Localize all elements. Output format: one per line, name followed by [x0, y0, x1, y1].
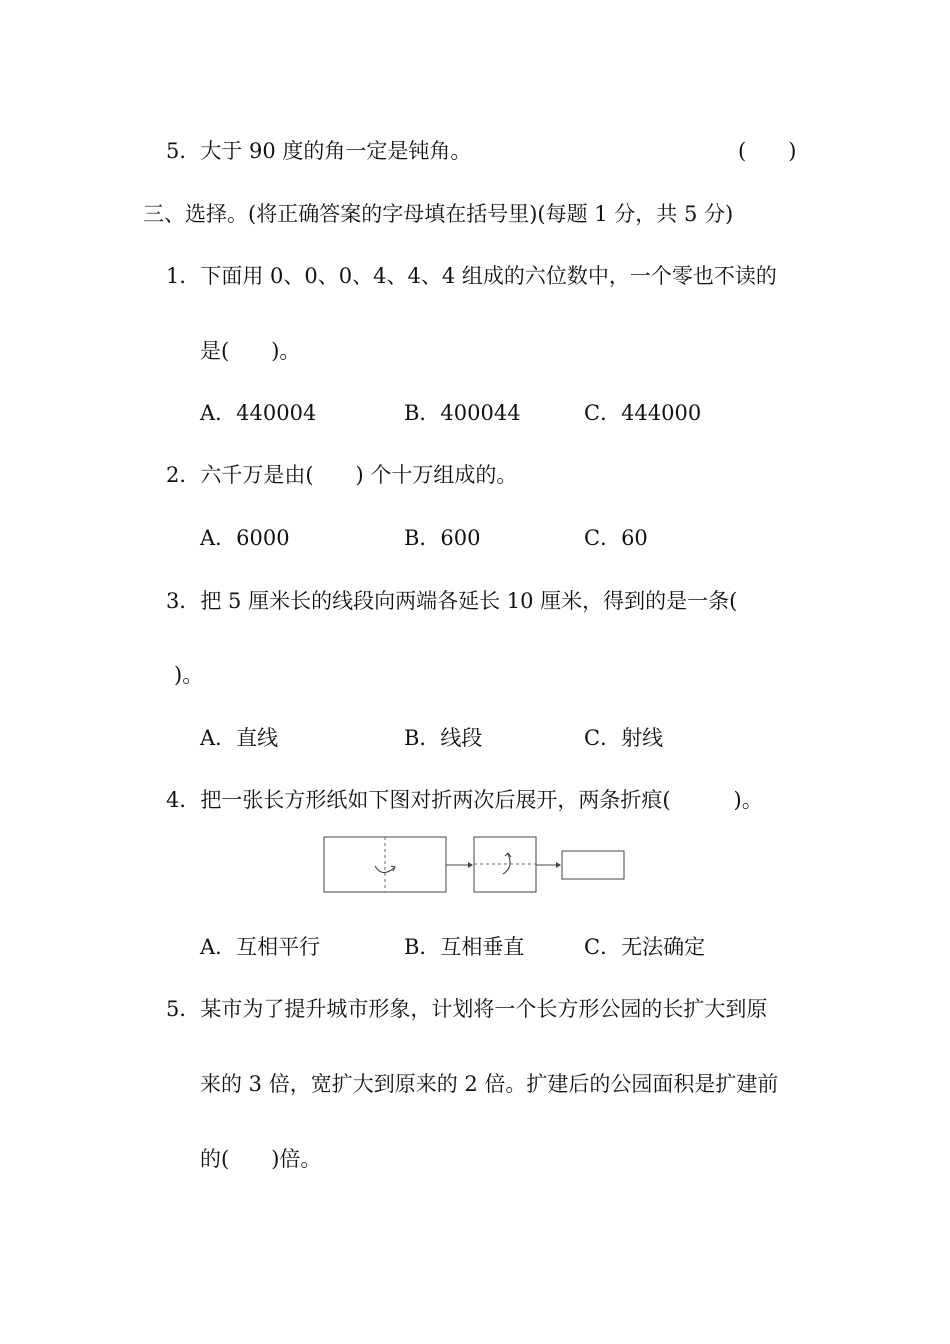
q3-option-b: B．线段	[404, 726, 483, 750]
q3-line-2: )。	[174, 663, 204, 687]
q5-line-1: 5．某市为了提升城市形象，计划将一个长方形公园的长扩大到原	[166, 997, 768, 1021]
q1-option-b: B．400044	[404, 401, 521, 425]
q4-line-1: 4．把一张长方形纸如下图对折两次后展开，两条折痕( )。	[166, 788, 763, 812]
q4-option-a: A．互相平行	[200, 935, 321, 959]
q1-line-1: 1．下面用 0、0、0、4、4、4 组成的六位数中，一个零也不读的	[166, 264, 777, 288]
q4-option-b: B．互相垂直	[404, 935, 525, 959]
q3-option-a: A．直线	[200, 726, 279, 750]
paper-folding-figure	[320, 834, 630, 896]
q4-option-c: C．无法确定	[584, 935, 706, 959]
judge-q5-text: 5．大于 90 度的角一定是钝角。	[166, 139, 472, 163]
section-3-heading: 三、选择。(将正确答案的字母填在括号里)(每题 1 分，共 5 分)	[143, 202, 734, 226]
q3-line-1: 3．把 5 厘米长的线段向两端各延长 10 厘米，得到的是一条(	[166, 589, 738, 613]
q2-option-a: A．6000	[200, 526, 290, 550]
q2-option-b: B．600	[404, 526, 481, 550]
q2-option-c: C．60	[584, 526, 648, 550]
quarter-paper-rect	[562, 851, 624, 879]
q3-option-c: C．射线	[584, 726, 664, 750]
q5-line-3: 的( )倍。	[200, 1147, 322, 1171]
q1-option-c: C．444000	[584, 401, 702, 425]
q1-option-a: A．440004	[200, 401, 317, 425]
q1-line-2: 是( )。	[200, 339, 301, 363]
q2-line-1: 2．六千万是由( ) 个十万组成的。	[166, 463, 518, 487]
judge-q5-answer-bracket: ( )	[738, 139, 797, 163]
q5-line-2: 来的 3 倍，宽扩大到原来的 2 倍。扩建后的公园面积是扩建前	[200, 1072, 779, 1096]
